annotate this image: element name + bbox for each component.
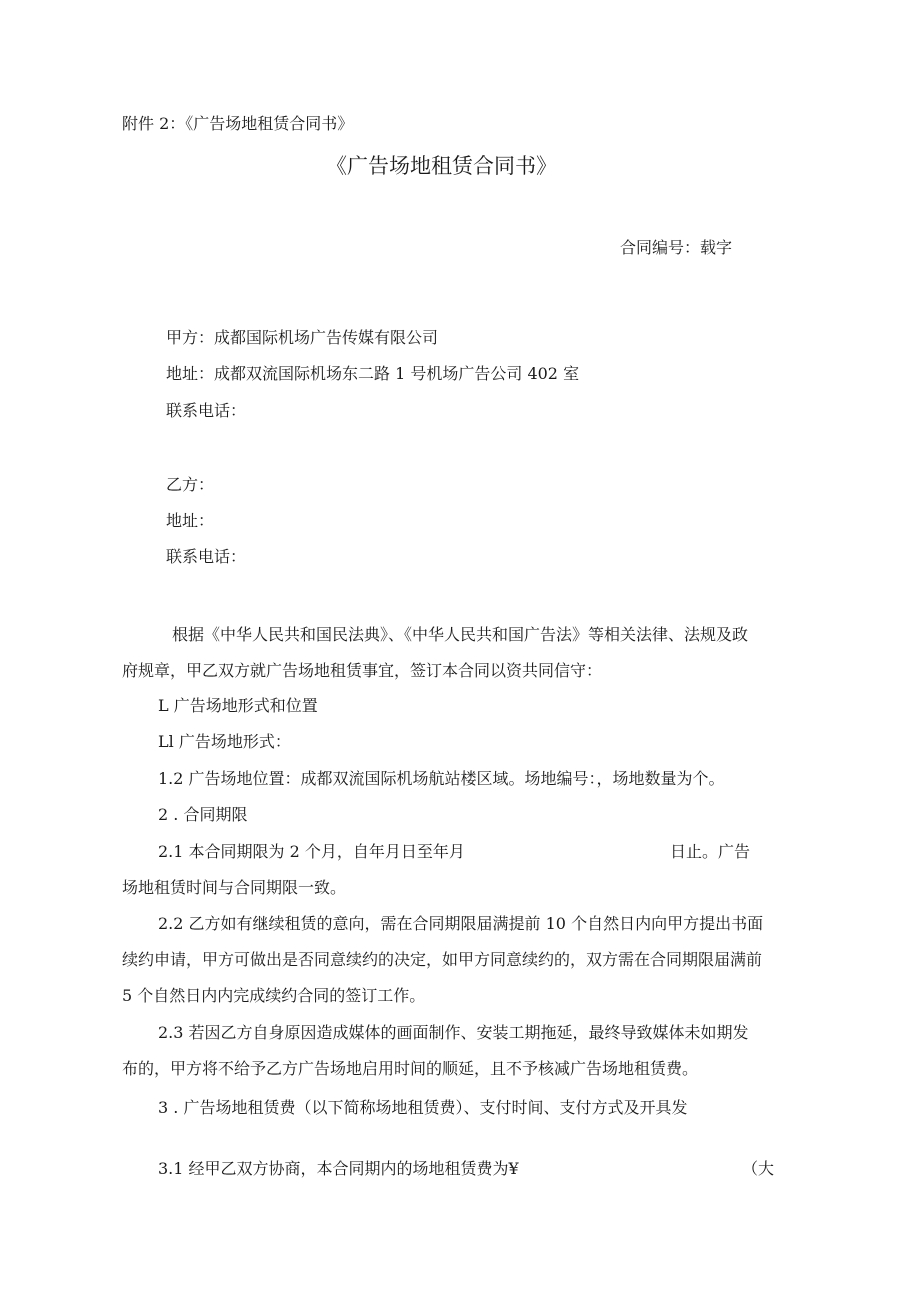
- section-3-heading: 3 . 广告场地租赁费（以下简称场地租赁费）、支付时间、支付方式及开具发: [158, 1098, 688, 1117]
- contract-number: 合同编号：载字: [620, 238, 733, 257]
- section-2-1-line-2: 场地租赁时间与合同期限一致。: [122, 878, 347, 897]
- section-1-2: 1.2 广告场地位置：成都双流国际机场航站楼区域。场地编号：，场地数量为个。: [158, 769, 725, 788]
- preamble-line-1: 根据《中华人民共和国民法典》、《中华人民共和国广告法》等相关法律、法规及政: [172, 625, 749, 644]
- party-b-address: 地址：: [166, 511, 215, 530]
- party-a-address: 地址：成都双流国际机场东二路 1 号机场广告公司 402 室: [166, 364, 580, 383]
- party-b-name: 乙方：: [166, 475, 215, 494]
- party-b-phone: 联系电话：: [166, 547, 247, 566]
- section-3-1-line-1a: 3.1 经甲乙双方协商，本合同期内的场地租赁费为¥: [158, 1159, 519, 1178]
- section-2-3-line-2: 布的，甲方将不给予乙方广告场地启用时间的顺延，且不予核减广告场地租赁费。: [122, 1059, 699, 1078]
- section-2-2-line-2: 续约申请，甲方可做出是否同意续约的决定，如甲方同意续约的，双方需在合同期限届满前: [122, 950, 763, 969]
- party-a-phone: 联系电话：: [166, 401, 247, 420]
- section-2-1-line-1a: 2.1 本合同期限为 2 个月，自年月日至年月: [158, 842, 465, 861]
- section-1-1: Ll 广告场地形式：: [158, 732, 291, 751]
- party-a-name: 甲方：成都国际机场广告传媒有限公司: [166, 328, 439, 347]
- attachment-label: 附件 2：《广告场地租赁合同书》: [122, 114, 354, 133]
- section-2-3-line-1: 2.3 若因乙方自身原因造成媒体的画面制作、安装工期拖延，最终导致媒体未如期发: [158, 1023, 749, 1042]
- section-2-heading: 2 . 合同期限: [158, 805, 248, 824]
- section-2-1-line-1b: 日止。广告: [670, 842, 751, 861]
- document-title: 《广告场地租赁合同书》: [326, 154, 557, 178]
- section-2-2-line-1: 2.2 乙方如有继续租赁的意向，需在合同期限届满提前 10 个自然日内向甲方提出书面: [158, 914, 764, 933]
- section-1-heading: L 广告场地形式和位置: [158, 696, 318, 715]
- section-3-1-line-1b: （大: [742, 1159, 775, 1178]
- section-2-2-line-3: 5 个自然日内内完成续约合同的签订工作。: [122, 986, 426, 1005]
- preamble-line-2: 府规章，甲乙双方就广告场地租赁事宜，签订本合同以资共同信守：: [122, 661, 603, 680]
